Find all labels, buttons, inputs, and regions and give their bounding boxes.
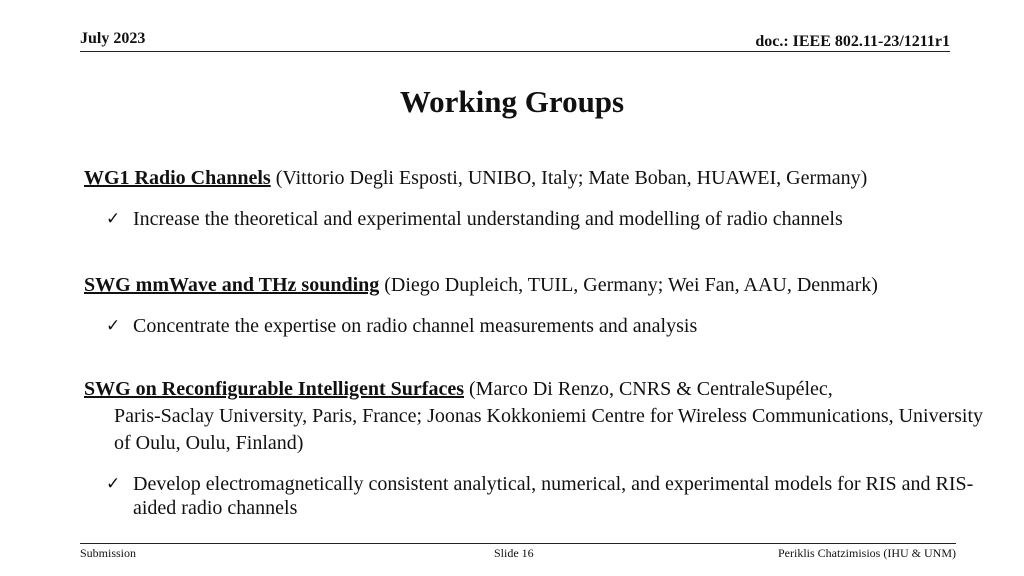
- footer-submission: Submission: [80, 546, 137, 560]
- checkmark-icon: ✓: [106, 316, 121, 336]
- header-doc-id: doc.: IEEE 802.11-23/1211r1: [755, 33, 950, 50]
- group-name: SWG mmWave and THz sounding: [84, 274, 380, 296]
- bullet-text: Develop electromagnetically consistent analytical, numerical, and experimental models for RIS and RIS-aided radio channels: [133, 473, 974, 519]
- group-leads-continued: Paris-Saclay University, Paris, France; Joonas Kokkoniemi Centre for Wireless Communications, University of Oulu, Oulu, Finland): [114, 405, 984, 454]
- group-swg-mmwave: [84, 272, 999, 299]
- footer-slide-number: Slide 16: [494, 546, 534, 560]
- group-leads: (Marco Di Renzo, CNRS & CentraleSupélec,: [464, 378, 833, 400]
- checkmark-icon: ✓: [106, 474, 121, 494]
- group-name: WG1 Radio Channels: [84, 167, 271, 189]
- bullet-swg-mmwave: [106, 314, 1006, 338]
- group-leads: (Diego Dupleich, TUIL, Germany; Wei Fan, AAU, Denmark): [379, 274, 878, 296]
- header-date: July 2023: [80, 30, 146, 47]
- page-title: Working Groups: [399, 84, 625, 119]
- footer-author: Periklis Chatzimisios (IHU & UNM): [778, 546, 956, 560]
- group-wg1: [84, 165, 999, 192]
- checkmark-icon: ✓: [106, 209, 121, 229]
- header-rule: [80, 51, 950, 52]
- bullet-text: Increase the theoretical and experimental understanding and modelling of radio channels: [133, 208, 843, 230]
- footer-rule: [80, 543, 956, 544]
- bullet-wg1: [106, 207, 1006, 231]
- group-swg-ris: [84, 376, 999, 457]
- group-leads: (Vittorio Degli Esposti, UNIBO, Italy; Mate Boban, HUAWEI, Germany): [270, 167, 868, 189]
- group-name: SWG on Reconfigurable Intelligent Surfaces: [84, 378, 464, 400]
- bullet-text: Concentrate the expertise on radio channel measurements and analysis: [133, 315, 698, 337]
- bullet-swg-ris: [106, 472, 1006, 520]
